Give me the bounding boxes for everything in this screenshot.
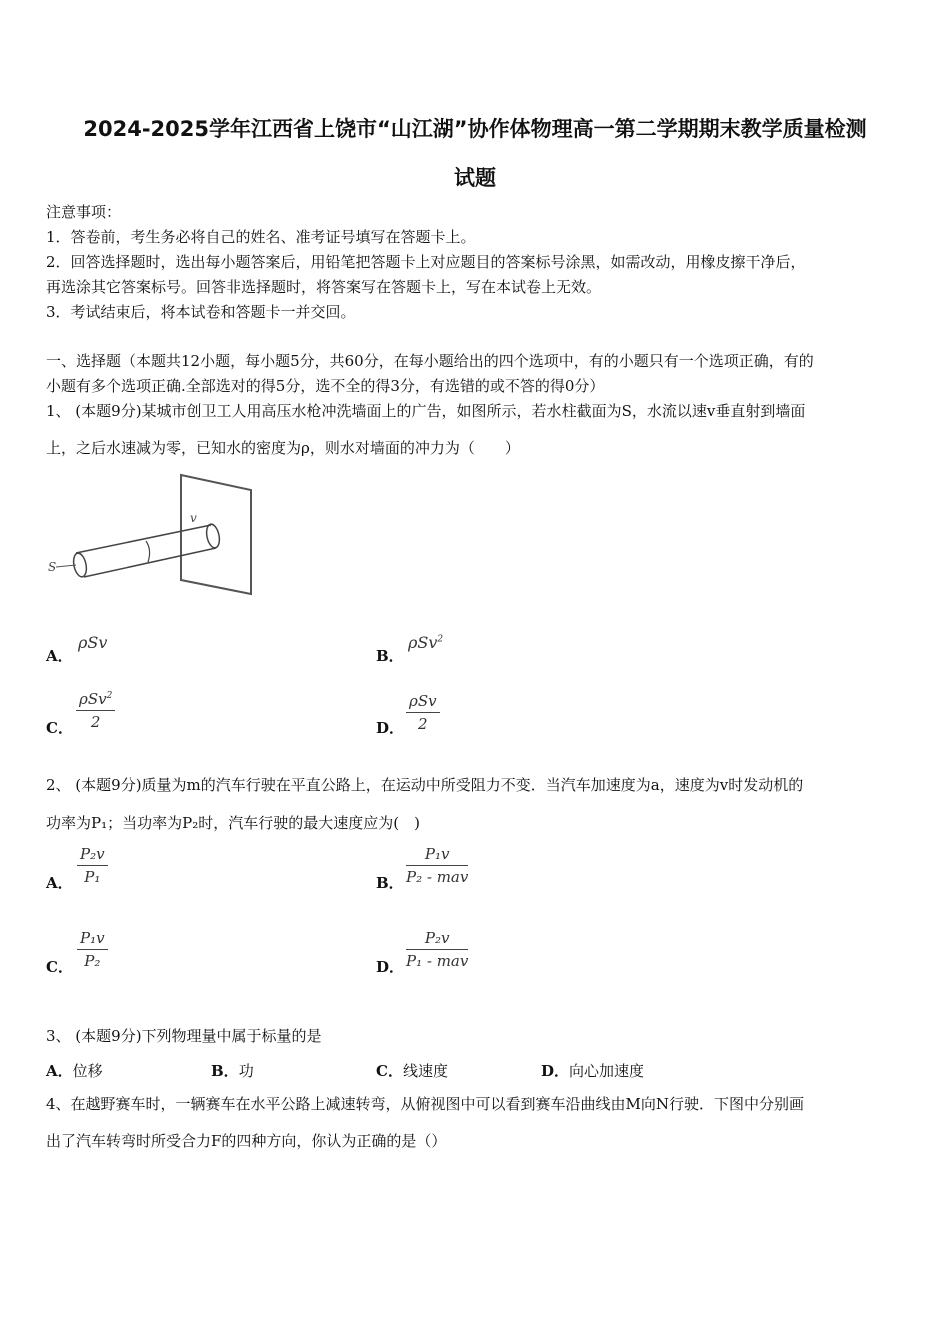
question-2-text-continued: 功率为P₁；当功率为P₂时，汽车行驶的最大速度应为( ) <box>46 814 420 832</box>
numerator: P₂v <box>80 845 105 863</box>
denominator: P₂ - mav <box>406 868 469 886</box>
water-jet-figure <box>46 470 266 604</box>
option-label: C． <box>376 1062 403 1080</box>
option-d-fraction <box>406 692 440 733</box>
expr-base: ρSv <box>408 633 438 652</box>
section-instructions-continued: 小题有多个选项正确.全部选对的得5分，选不全的得3分，有选错的或不答的得0分） <box>46 377 605 395</box>
option-label: A． <box>46 647 73 665</box>
numerator: P₂v <box>424 929 450 947</box>
denominator: P₂ <box>84 952 101 970</box>
option-label: D． <box>376 719 405 737</box>
fraction-bar <box>77 949 108 950</box>
option-label: D． <box>376 958 405 976</box>
option-label: C． <box>46 719 73 737</box>
water-jet-diagram <box>46 470 266 600</box>
option-c <box>376 1060 448 1081</box>
numerator-base: ρSv <box>79 690 107 708</box>
option-label: C． <box>46 958 73 976</box>
numerator <box>76 690 115 708</box>
denominator: P₁ <box>84 868 101 886</box>
option-text: 线速度 <box>402 1062 448 1080</box>
option-c <box>46 717 73 738</box>
option-a <box>46 1060 103 1081</box>
option-text: 向心加速度 <box>569 1062 645 1080</box>
question-1-text: 1、 (本题9分)某城市创卫工人用高压水枪冲洗墙面上的广告，如图所示，若水柱截面为S，水流以速v垂直射到墙面 <box>46 402 806 420</box>
notice-item: 再选涂其它答案标号。回答非选择题时，将答案写在答题卡上，写在本试卷上无效。 <box>46 278 602 296</box>
section-instructions: 一、选择题（本题共12小题，每小题5分，共60分，在每小题给出的四个选项中，有的小题只有一个选项正确，有的 <box>46 352 814 370</box>
option-b <box>376 872 404 893</box>
denominator: P₁ - mav <box>406 952 469 970</box>
option-c <box>46 956 73 977</box>
option-label: B． <box>376 647 404 665</box>
numerator: ρSv <box>409 692 437 710</box>
option-b-expr <box>408 633 443 652</box>
notice-item: 2．回答选择题时，选出每小题答案后，用铅笔把答题卡上对应题目的答案标号涂黑，如需改动，用橡皮擦干净后， <box>46 253 806 271</box>
option-a-fraction <box>77 845 108 886</box>
option-b <box>211 1060 254 1081</box>
option-label: A． <box>46 874 73 892</box>
option-d-fraction <box>406 929 468 970</box>
option-label: B． <box>211 1062 239 1080</box>
option-b <box>376 645 404 666</box>
numerator: P₁v <box>80 929 105 947</box>
option-a-expr: ρSv <box>78 633 108 652</box>
option-label: A． <box>46 1062 73 1080</box>
option-a <box>46 872 73 893</box>
option-b-fraction <box>406 845 468 886</box>
label-v: v <box>190 511 197 525</box>
option-d <box>376 717 404 738</box>
notice-heading: 注意事项： <box>46 203 122 221</box>
denominator: 2 <box>418 715 428 733</box>
numerator: P₁v <box>424 845 450 863</box>
option-label: D． <box>541 1062 570 1080</box>
numerator-sup: 2 <box>106 691 113 701</box>
question-2-text: 2、 (本题9分)质量为m的汽车行驶在平直公路上，在运动中所受阻力不变．当汽车加速度为a，速度为v时发动机的 <box>46 776 804 794</box>
question-4-text: 4、在越野赛车时，一辆赛车在水平公路上减速转弯，从俯视图中可以看到赛车沿曲线由M向N行驶．下图中分别画 <box>46 1095 805 1113</box>
notice-item: 3．考试结束后，将本试卷和答题卡一并交回。 <box>46 303 356 321</box>
option-a <box>46 645 73 666</box>
question-1-text-continued: 上，之后水速减为零，已知水的密度为ρ，则水对墙面的冲力为（ ） <box>46 439 520 457</box>
page-title: 2024-2025学年江西省上饶市“山江湖”协作体物理高一第二学期期末教学质量检测 <box>83 117 867 141</box>
denominator: 2 <box>90 713 101 731</box>
notice-item: 1．答卷前，考生务必将自己的姓名、准考证号填写在答题卡上。 <box>46 228 476 246</box>
fraction-bar <box>77 865 108 866</box>
page-title-continued: 试题 <box>454 166 496 190</box>
fraction-bar <box>406 712 440 713</box>
fraction-bar <box>406 949 468 950</box>
fraction-bar <box>406 865 468 866</box>
option-text: 功 <box>238 1062 254 1080</box>
fraction-bar <box>76 710 115 711</box>
expr-sup: 2 <box>437 634 444 645</box>
question-4-text-continued: 出了汽车转弯时所受合力F的四种方向，你认为正确的是（） <box>46 1132 447 1150</box>
option-text: 位移 <box>72 1062 103 1080</box>
option-label: B． <box>376 874 404 892</box>
option-c-fraction <box>77 929 108 970</box>
option-c-fraction <box>76 690 115 731</box>
question-3-text: 3、 (本题9分)下列物理量中属于标量的是 <box>46 1027 322 1045</box>
option-d <box>541 1060 644 1081</box>
option-d <box>376 956 404 977</box>
label-s: S <box>48 560 57 574</box>
